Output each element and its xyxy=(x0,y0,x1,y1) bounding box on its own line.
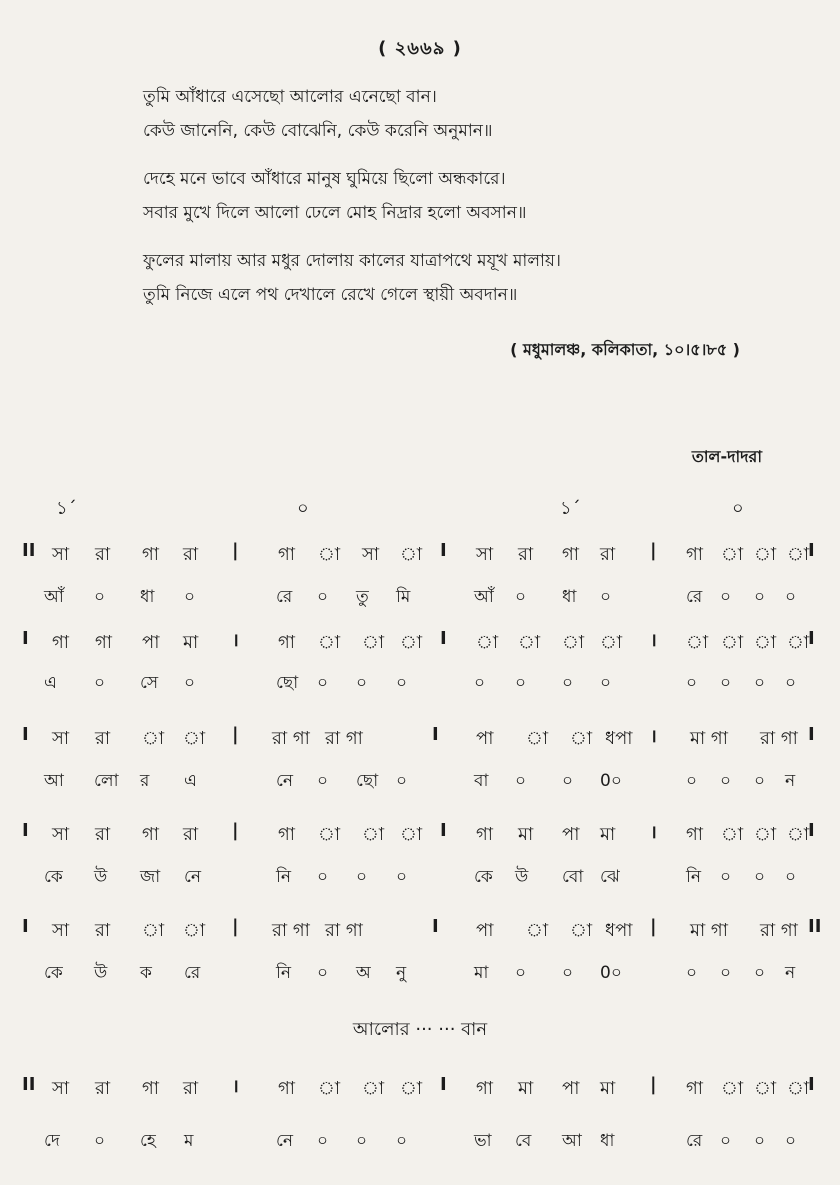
swara-note: গা xyxy=(476,1078,494,1099)
swara-note: া xyxy=(787,632,810,653)
bar-line: I xyxy=(440,820,447,841)
swara-note: া xyxy=(754,544,777,565)
bar-line: I xyxy=(808,628,815,649)
bar-line: | xyxy=(232,916,239,937)
source-citation: ( মধুমালঞ্চ, কলিকাতা, ১০।৫।৮৫ ) xyxy=(510,340,740,359)
swara-note: মা গা xyxy=(690,728,728,749)
bar-line: । xyxy=(650,630,657,651)
lyric-syllable: উ xyxy=(94,867,108,887)
lyric-syllable: ঝে xyxy=(600,867,620,887)
swara-note: রা xyxy=(95,920,111,941)
swara-note: গা xyxy=(142,824,160,845)
bar-line: | xyxy=(650,916,657,937)
lyric-syllable: রে xyxy=(276,587,293,607)
lyric-syllable: কে xyxy=(474,867,493,887)
lyric-syllable: রে xyxy=(184,963,201,983)
notation-row xyxy=(0,540,840,574)
lyric-syllable: ০ xyxy=(317,963,329,983)
lyric-syllable: ন xyxy=(785,771,796,791)
swara-note: া xyxy=(526,920,549,941)
song-number: ( ২৬৬৯ ) xyxy=(378,38,462,59)
bar-line: | xyxy=(650,1074,657,1095)
bar-line: I xyxy=(432,724,439,745)
lyric-syllable: ০ xyxy=(94,1131,106,1151)
swara-note: গা xyxy=(686,824,704,845)
swara-note: া xyxy=(400,632,423,653)
stanza-3 xyxy=(143,244,803,312)
lyric-syllable: ভা xyxy=(474,1131,492,1151)
swara-note: গা xyxy=(52,632,70,653)
lyric-syllable: জা xyxy=(140,867,161,887)
swara-note: মা xyxy=(518,824,534,845)
lyric-syllable: র xyxy=(140,771,150,791)
swara-note: া xyxy=(362,1078,385,1099)
swara-note: া xyxy=(721,824,744,845)
lyric-syllable: ০ xyxy=(184,587,196,607)
beat-mark: ০ xyxy=(297,498,309,519)
bar-line: I xyxy=(808,820,815,841)
swara-note: রা xyxy=(95,1078,111,1099)
swara-note: গা xyxy=(278,632,296,653)
swara-note: সা xyxy=(52,920,70,941)
lyric-syllable: ০ xyxy=(600,673,612,693)
swara-note: সা xyxy=(52,824,70,845)
beat-mark: ০ xyxy=(732,498,744,519)
lyric-syllable: ০ xyxy=(720,963,732,983)
swara-note: মা গা xyxy=(690,920,728,941)
swara-note: া xyxy=(721,1078,744,1099)
bar-line: II xyxy=(22,540,36,561)
lyric-syllable: নে xyxy=(276,1131,294,1151)
bar-line: I xyxy=(440,540,447,561)
swara-note: রা xyxy=(95,824,111,845)
swara-note: া xyxy=(362,632,385,653)
lyric-syllable: ০ xyxy=(754,963,766,983)
lyric-syllable: ০ xyxy=(785,587,797,607)
swara-note: রা গা xyxy=(272,920,310,941)
swara-note: া xyxy=(787,1078,810,1099)
lyric-syllable: ০ xyxy=(785,1131,797,1151)
lyric-syllable: ক xyxy=(140,963,152,983)
notation-row xyxy=(0,724,840,758)
lyric-syllable: নি xyxy=(276,867,292,887)
bar-line: I xyxy=(22,916,29,937)
bar-line: | xyxy=(650,540,657,561)
swara-note: পা xyxy=(476,920,494,941)
swara-note: া xyxy=(142,728,165,749)
lyric-syllable: ০ xyxy=(317,867,329,887)
lyric-syllable: মা xyxy=(474,963,489,983)
lyric-syllable: সে xyxy=(140,673,159,693)
swara-note: গা xyxy=(476,824,494,845)
swara-note: রা গা xyxy=(325,920,363,941)
lyric-syllable: ০ xyxy=(562,673,574,693)
lyric-syllable: ০ xyxy=(396,771,408,791)
lyric-syllable: ০ xyxy=(754,673,766,693)
swara-note: া xyxy=(183,920,206,941)
swara-note: রা গা xyxy=(272,728,310,749)
syllable-row xyxy=(0,584,840,618)
bar-line: I xyxy=(440,628,447,649)
lyric-syllable: ০ xyxy=(317,587,329,607)
bar-line: | xyxy=(232,724,239,745)
swara-note: গা xyxy=(278,824,296,845)
swara-note: পা xyxy=(142,632,160,653)
lyric-syllable: নি xyxy=(686,867,702,887)
lyric-syllable: ০ xyxy=(754,587,766,607)
lyric-syllable: ০ xyxy=(515,673,527,693)
lyric-syllable: নে xyxy=(184,867,202,887)
verse-line: তুমি নিজে এলে পথ দেখালে রেখে গেলে স্থায়ী অবদান॥ xyxy=(143,285,518,305)
lyric-syllable: ০ xyxy=(356,867,368,887)
stanza-1 xyxy=(143,80,803,148)
syllable-row xyxy=(0,1128,840,1162)
beat-mark: ১´ xyxy=(56,498,77,519)
bar-line: II xyxy=(22,1074,36,1095)
swara-note: ধপা xyxy=(605,920,633,941)
lyric-syllable: ০ xyxy=(396,867,408,887)
bar-line: I xyxy=(808,1074,815,1095)
lyric-syllable: ০ xyxy=(562,771,574,791)
swara-note: সা xyxy=(476,544,494,565)
swara-note: া xyxy=(600,632,623,653)
lyric-syllable: ০ xyxy=(754,1131,766,1151)
swara-note: া xyxy=(721,632,744,653)
swara-note: া xyxy=(318,632,341,653)
swara-note: রা xyxy=(183,1078,199,1099)
bar-line: । xyxy=(232,630,239,651)
lyric-syllable: কে xyxy=(44,963,63,983)
lyric-syllable: ০ xyxy=(562,963,574,983)
lyric-syllable: রে xyxy=(686,1131,703,1151)
lyric-syllable: ০ xyxy=(396,673,408,693)
swara-note: া xyxy=(754,824,777,845)
lyric-syllable: বে xyxy=(515,1131,532,1151)
lyric-syllable: ০ xyxy=(720,1131,732,1151)
swara-note: মা xyxy=(183,632,199,653)
lyric-syllable: ০ xyxy=(474,673,486,693)
bar-line: । xyxy=(232,1076,239,1097)
swara-note: মা xyxy=(518,1078,534,1099)
lyric-syllable: ছো xyxy=(356,771,379,791)
swara-note: গা xyxy=(95,632,113,653)
lyric-syllable: লো xyxy=(94,771,119,791)
lyric-syllable: কে xyxy=(44,867,63,887)
bar-line: I xyxy=(440,1074,447,1095)
swara-note: সা xyxy=(52,728,70,749)
verse-line: দেহে মনে ভাবে আঁধারে মানুষ ঘুমিয়ে ছিলো অন্ধকারে। xyxy=(143,169,506,189)
lyric-syllable: নু xyxy=(396,963,407,983)
verse-line: কেউ জানেনি, কেউ বোঝেনি, কেউ করেনি অনুমান॥ xyxy=(143,121,493,141)
lyric-syllable: ০ xyxy=(94,673,106,693)
taal-label: তাল-দাদরা xyxy=(691,447,762,466)
verse-line: সবার মুখে দিলে আলো ঢেলে মোহ নিদ্রার হলো অবসান॥ xyxy=(143,203,527,223)
lyric-syllable: আঁ xyxy=(44,587,64,607)
swara-note: া xyxy=(754,1078,777,1099)
stanza-2 xyxy=(143,162,803,230)
lyric-syllable: ০ xyxy=(720,771,732,791)
swara-note: সা xyxy=(362,544,380,565)
beat-mark: ১´ xyxy=(560,498,581,519)
swara-note: া xyxy=(562,632,585,653)
swara-note: পা xyxy=(562,1078,580,1099)
lyric-syllable: তু xyxy=(356,587,369,607)
swara-note: া xyxy=(570,728,593,749)
lyric-syllable: ০ xyxy=(600,587,612,607)
syllable-row xyxy=(0,768,840,802)
swara-note: ধপা xyxy=(605,728,633,749)
lyric-syllable: ০ xyxy=(356,673,368,693)
bar-line: I xyxy=(22,628,29,649)
lyric-syllable: আঁ xyxy=(474,587,494,607)
lyric-syllable: ০ xyxy=(686,963,698,983)
lyric-syllable: ০ xyxy=(356,1131,368,1151)
bar-line: I xyxy=(808,540,815,561)
swara-note: পা xyxy=(562,824,580,845)
swara-note: া xyxy=(526,728,549,749)
refrain-line: আলোর ··· ··· বান xyxy=(352,1019,488,1040)
swara-note: গা xyxy=(142,544,160,565)
syllable-row xyxy=(0,864,840,898)
lyric-syllable: দে xyxy=(44,1131,60,1151)
lyric-syllable: ০ xyxy=(720,867,732,887)
lyric-syllable: ০ xyxy=(317,771,329,791)
lyric-syllable: 0০ xyxy=(600,963,622,983)
lyric-syllable: মি xyxy=(396,587,411,607)
swara-note: া xyxy=(318,544,341,565)
swara-note: মা xyxy=(600,1078,616,1099)
swara-note: রা গা xyxy=(760,920,798,941)
swara-note: া xyxy=(142,920,165,941)
notation-row xyxy=(0,1074,840,1108)
swara-note: গা xyxy=(278,544,296,565)
swara-note: া xyxy=(362,824,385,845)
lyric-syllable: ন xyxy=(785,963,796,983)
verse-line: ফুলের মালায় আর মধুর দোলায় কালের যাত্রাপথে মযূখ মালায়। xyxy=(143,251,562,271)
swara-note: পা xyxy=(476,728,494,749)
swara-note: া xyxy=(570,920,593,941)
lyric-syllable: ম xyxy=(184,1131,194,1151)
swara-note: মা xyxy=(600,824,616,845)
swara-note: গা xyxy=(278,1078,296,1099)
swara-note: া xyxy=(400,1078,423,1099)
bar-line: । xyxy=(650,822,657,843)
lyric-syllable: এ xyxy=(44,673,57,693)
swara-note: রা xyxy=(183,544,199,565)
lyric-syllable: ০ xyxy=(785,867,797,887)
lyric-syllable: ০ xyxy=(317,1131,329,1151)
syllable-row xyxy=(0,670,840,704)
swara-note: রা xyxy=(95,728,111,749)
bar-line: | xyxy=(232,820,239,841)
lyric-syllable: আ xyxy=(562,1131,582,1151)
lyric-syllable: ধা xyxy=(562,587,577,607)
swara-note: া xyxy=(476,632,499,653)
swara-note: া xyxy=(400,824,423,845)
swara-note: রা গা xyxy=(325,728,363,749)
lyric-syllable: ০ xyxy=(317,673,329,693)
lyric-syllable: অ xyxy=(356,963,371,983)
swara-note: গা xyxy=(686,544,704,565)
bar-line: । xyxy=(650,726,657,747)
verse-line: তুমি আঁধারে এসেছো আলোর এনেছো বান। xyxy=(143,87,437,107)
swara-note: গা xyxy=(686,1078,704,1099)
lyric-syllable: ০ xyxy=(515,963,527,983)
swara-note: া xyxy=(721,544,744,565)
lyric-syllable: ০ xyxy=(720,587,732,607)
swara-note: া xyxy=(754,632,777,653)
swara-note: গা xyxy=(562,544,580,565)
lyrics xyxy=(143,80,803,326)
lyric-syllable: ০ xyxy=(184,673,196,693)
swara-note: া xyxy=(518,632,541,653)
bar-line: I xyxy=(808,724,815,745)
lyric-syllable: এ xyxy=(184,771,197,791)
swara-note: রা xyxy=(600,544,616,565)
lyric-syllable: 0০ xyxy=(600,771,622,791)
notation-row xyxy=(0,916,840,950)
swara-note: া xyxy=(183,728,206,749)
lyric-syllable: ধা xyxy=(600,1131,615,1151)
swara-note: া xyxy=(400,544,423,565)
bar-line: I xyxy=(22,724,29,745)
lyric-syllable: ধা xyxy=(140,587,155,607)
lyric-syllable: ০ xyxy=(396,1131,408,1151)
swara-note: রা xyxy=(183,824,199,845)
lyric-syllable: ০ xyxy=(785,673,797,693)
swara-note: রা গা xyxy=(760,728,798,749)
lyric-syllable: আ xyxy=(44,771,64,791)
syllable-row xyxy=(0,960,840,994)
lyric-syllable: রে xyxy=(686,587,703,607)
bar-line: II xyxy=(808,916,822,937)
lyric-syllable: ০ xyxy=(720,673,732,693)
swara-note: া xyxy=(318,1078,341,1099)
lyric-syllable: নি xyxy=(276,963,292,983)
notation-row xyxy=(0,628,840,662)
swara-note: া xyxy=(787,544,810,565)
swara-note: া xyxy=(686,632,709,653)
lyric-syllable: ০ xyxy=(754,867,766,887)
lyric-syllable: ০ xyxy=(686,771,698,791)
lyric-syllable: উ xyxy=(94,963,108,983)
lyric-syllable: হে xyxy=(140,1131,156,1151)
lyric-syllable: উ xyxy=(515,867,529,887)
notation-row xyxy=(0,820,840,854)
lyric-syllable: নে xyxy=(276,771,294,791)
swara-note: া xyxy=(318,824,341,845)
bar-line: I xyxy=(22,820,29,841)
swara-note: গা xyxy=(142,1078,160,1099)
lyric-syllable: ০ xyxy=(754,771,766,791)
lyric-syllable: ০ xyxy=(686,673,698,693)
lyric-syllable: ০ xyxy=(515,771,527,791)
swara-note: া xyxy=(787,824,810,845)
bar-line: | xyxy=(232,540,239,561)
lyric-syllable: বা xyxy=(474,771,489,791)
lyric-syllable: ০ xyxy=(94,587,106,607)
lyric-syllable: বো xyxy=(562,867,584,887)
swara-note: রা xyxy=(518,544,534,565)
bar-line: I xyxy=(432,916,439,937)
lyric-syllable: ছো xyxy=(276,673,299,693)
lyric-syllable: ০ xyxy=(515,587,527,607)
swara-note: রা xyxy=(95,544,111,565)
swara-note: সা xyxy=(52,544,70,565)
swara-note: সা xyxy=(52,1078,70,1099)
